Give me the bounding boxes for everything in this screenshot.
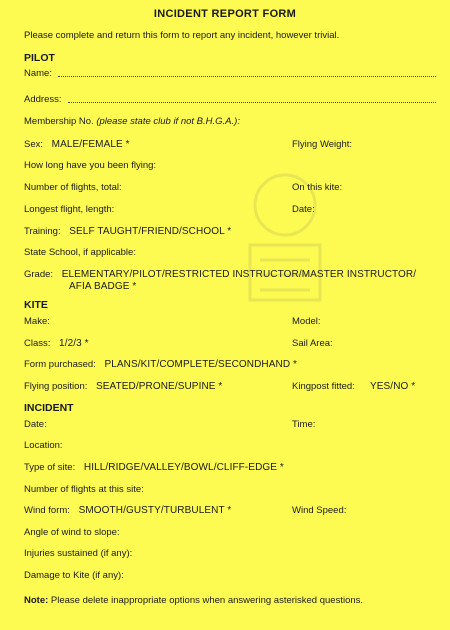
wind-form-label: Wind form:	[24, 505, 70, 516]
longest-row	[24, 204, 436, 215]
wind-angle-label: Angle of wind to slope:	[24, 527, 120, 538]
address-field[interactable]	[68, 102, 436, 103]
site-type-row	[24, 462, 436, 473]
wind-row	[24, 505, 436, 516]
address-row	[24, 94, 436, 105]
incident-date-label: Date:	[24, 419, 47, 430]
name-label: Name:	[24, 68, 52, 79]
flying-position-row	[24, 381, 436, 392]
grade-label: Grade:	[24, 269, 54, 280]
location-row	[24, 440, 436, 451]
flying-weight-label: Flying Weight:	[292, 139, 353, 150]
incident-heading: INCIDENT	[24, 402, 74, 414]
state-school-label: State School, if applicable:	[24, 247, 136, 258]
flights-row	[24, 182, 436, 193]
flights-at-site-label: Number of flights at this site:	[24, 484, 144, 495]
kingpost-options[interactable]: YES/NO *	[370, 381, 416, 392]
site-type-options[interactable]: HILL/RIDGE/VALLEY/BOWL/CLIFF-EDGE *	[83, 462, 284, 473]
longest-flight-label: Longest flight, length:	[24, 204, 115, 215]
flying-position-options[interactable]: SEATED/PRONE/SUPINE *	[96, 381, 223, 392]
incident-date-row	[24, 419, 436, 430]
damage-label: Damage to Kite (if any):	[24, 570, 124, 581]
incident-time-label: Time:	[292, 419, 316, 430]
model-label: Model:	[292, 316, 321, 327]
injuries-row	[24, 548, 436, 559]
form-title: INCIDENT REPORT FORM	[153, 8, 297, 20]
on-this-kite-label: On this kite:	[292, 182, 343, 193]
sail-area-label: Sail Area:	[292, 338, 333, 349]
grade-row	[24, 269, 436, 280]
training-row	[24, 226, 436, 237]
membership-label: Membership No.	[24, 116, 94, 127]
grade-row-continued	[69, 281, 429, 292]
form-purchased-options[interactable]: PLANS/KIT/COMPLETE/SECONDHAND *	[104, 359, 298, 370]
sex-options[interactable]: MALE/FEMALE *	[51, 139, 130, 150]
training-options[interactable]: SELF TAUGHT/FRIEND/SCHOOL *	[69, 226, 232, 237]
class-row	[24, 338, 436, 349]
flying-position-label: Flying position:	[24, 381, 88, 392]
grade-options-line-2[interactable]: AFIA BADGE *	[69, 281, 137, 292]
form-purchased-label: Form purchased:	[24, 359, 96, 370]
name-row	[24, 68, 436, 79]
make-row	[24, 316, 436, 327]
sex-row	[24, 139, 436, 150]
membership-row	[24, 116, 436, 127]
wind-angle-row	[24, 527, 436, 538]
wind-form-options[interactable]: SMOOTH/GUSTY/TURBULENT *	[78, 505, 232, 516]
purchased-row	[24, 359, 436, 370]
wind-speed-label: Wind Speed:	[292, 505, 347, 516]
state-school-row	[24, 247, 436, 258]
kite-heading: KITE	[24, 299, 48, 311]
training-label: Training:	[24, 226, 61, 237]
grade-options-line-1[interactable]: ELEMENTARY/PILOT/RESTRICTED INSTRUCTOR/MASTER INSTRUCTOR/	[61, 269, 417, 280]
form-intro: Please complete and return this form to report any incident, however trivial.	[24, 30, 340, 41]
name-field[interactable]	[58, 76, 436, 77]
pilot-heading: PILOT	[24, 52, 55, 64]
kingpost-label: Kingpost fitted:	[292, 381, 355, 392]
make-label: Make:	[24, 316, 50, 327]
address-label: Address:	[24, 94, 62, 105]
note-prefix: Note:	[24, 595, 49, 606]
class-label: Class:	[24, 338, 51, 349]
membership-hint: (please state club if not B.H.G.A.):	[96, 116, 240, 127]
injuries-label: Injuries sustained (if any):	[24, 548, 133, 559]
footer-note	[24, 595, 363, 606]
sex-label: Sex:	[24, 139, 44, 150]
flights-total-label: Number of flights, total:	[24, 182, 122, 193]
site-type-label: Type of site:	[24, 462, 76, 473]
how-long-row	[24, 160, 436, 171]
longest-date-label: Date:	[292, 204, 315, 215]
how-long-label: How long have you been flying:	[24, 160, 157, 171]
note-text: Please delete inappropriate options when answering asterisked questions.	[50, 595, 364, 606]
class-options[interactable]: 1/2/3 *	[59, 338, 89, 349]
damage-row	[24, 570, 436, 581]
flights-site-row	[24, 484, 436, 495]
location-label: Location:	[24, 440, 63, 451]
